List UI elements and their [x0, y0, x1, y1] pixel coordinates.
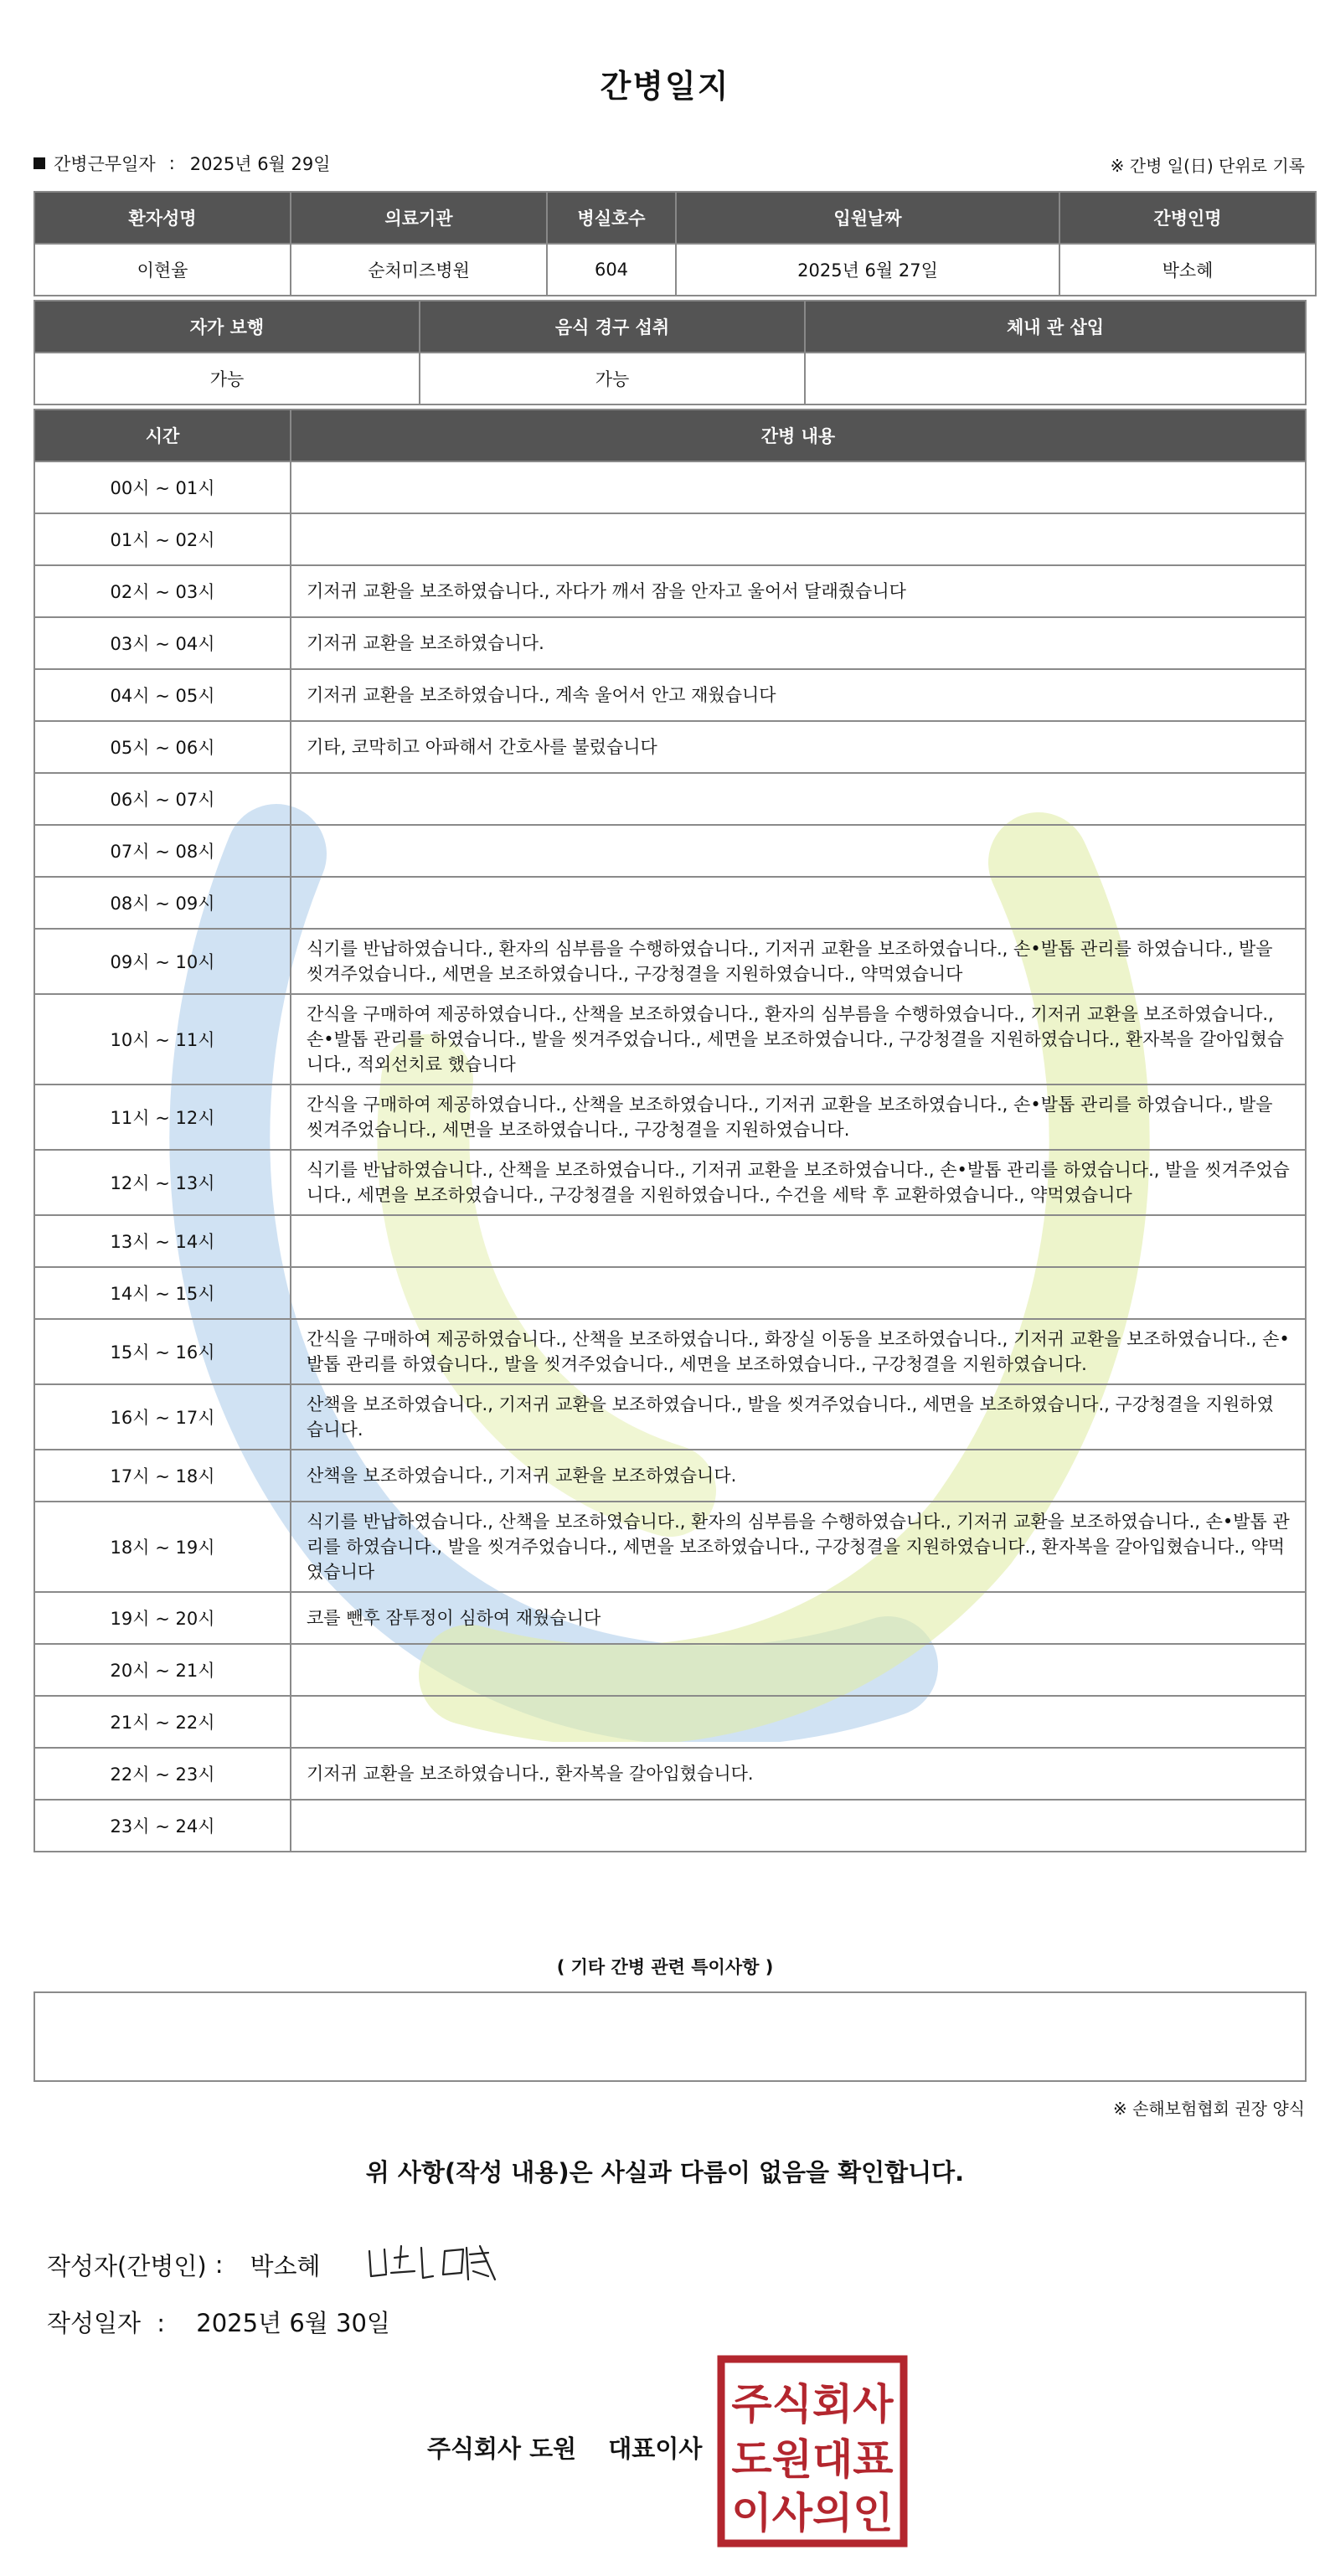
written-date-colon: :	[157, 2309, 166, 2337]
log-row	[34, 513, 1306, 565]
log-time-cell: 23시 ~ 24시	[34, 1800, 291, 1852]
log-time-cell: 07시 ~ 08시	[34, 825, 291, 877]
log-content-cell: 식기를 반납하였습니다., 환자의 심부름을 수행하였습니다., 기저귀 교환을 보조하였습니다., 손•발톱 관리를 하였습니다., 발을 씻겨주었습니다., 세면을 보조하였습니다., 구강청결을 지원하였습니다., 약먹였습니다	[291, 929, 1306, 994]
admission-date: 2025년 6월 27일	[676, 244, 1059, 296]
log-row	[34, 825, 1306, 877]
log-time-cell: 02시 ~ 03시	[34, 565, 291, 617]
header-caregiver-name: 간병인명	[1059, 192, 1316, 244]
log-content-cell: 기저귀 교환을 보조하였습니다., 자다가 깨서 잠을 안자고 울어서 달래줬습니다	[291, 565, 1306, 617]
header-tube-insertion: 체내 관 삽입	[805, 301, 1306, 353]
log-time-cell: 06시 ~ 07시	[34, 773, 291, 825]
log-time-cell: 03시 ~ 04시	[34, 617, 291, 669]
log-row	[34, 1592, 1306, 1644]
log-content-cell: 기저귀 교환을 보조하였습니다., 계속 울어서 안고 재웠습니다	[291, 669, 1306, 721]
patient-status-table	[34, 300, 1307, 405]
log-time-cell: 20시 ~ 21시	[34, 1644, 291, 1696]
log-time-cell: 12시 ~ 13시	[34, 1150, 291, 1215]
log-time-cell: 01시 ~ 02시	[34, 513, 291, 565]
log-content-cell: 산책을 보조하였습니다., 기저귀 교환을 보조하였습니다., 발을 씻겨주었습니다., 세면을 보조하였습니다., 구강청결을 지원하였습니다.	[291, 1384, 1306, 1450]
log-time-cell: 17시 ~ 18시	[34, 1450, 291, 1502]
self-walking-value: 가능	[34, 353, 420, 404]
header-room-number: 병실호수	[547, 192, 676, 244]
written-date-value: 2025년 6월 30일	[196, 2309, 390, 2337]
seal-text-line-1: 주식회사	[731, 2380, 894, 2429]
log-row	[34, 617, 1306, 669]
log-row	[34, 1084, 1306, 1150]
log-content-cell	[291, 1644, 1306, 1696]
work-date-colon: :	[168, 153, 175, 173]
log-content-cell: 식기를 반납하였습니다., 산책을 보조하였습니다., 기저귀 교환을 보조하였습니다., 손•발톱 관리를 하였습니다., 발을 씻겨주었습니다., 세면을 보조하였습니다., 구강청결을 지원하였습니다., 수건을 세탁 후 교환하였습니다., 약먹였습니다	[291, 1150, 1306, 1215]
log-content-cell	[291, 1800, 1306, 1852]
log-content-cell: 기타, 코막히고 아파해서 간호사를 불렀습니다	[291, 721, 1306, 773]
writer-line	[47, 2239, 505, 2290]
oral-intake-value: 가능	[420, 353, 805, 404]
log-row	[34, 1319, 1306, 1384]
log-time-cell: 08시 ~ 09시	[34, 877, 291, 929]
log-row	[34, 1450, 1306, 1502]
header-admission-date: 입원날짜	[676, 192, 1059, 244]
confirmation-statement: 위 사항(작성 내용)은 사실과 다름이 없음을 확인합니다.	[365, 2158, 965, 2187]
log-content-cell	[291, 877, 1306, 929]
company-representative-title: 대표이사	[608, 2434, 703, 2463]
log-row	[34, 994, 1306, 1084]
log-row	[34, 565, 1306, 617]
log-row	[34, 773, 1306, 825]
log-time-cell: 00시 ~ 01시	[34, 461, 291, 513]
log-time-cell: 18시 ~ 19시	[34, 1502, 291, 1592]
patient-info-value-row	[34, 244, 1316, 296]
work-date-label: 간병근무일자	[54, 154, 156, 174]
log-row	[34, 1267, 1306, 1319]
log-row	[34, 929, 1306, 994]
log-content-cell	[291, 1696, 1306, 1748]
log-content-cell: 기저귀 교환을 보조하였습니다., 환자복을 갈아입혔습니다.	[291, 1748, 1306, 1800]
patient-info-table	[34, 191, 1317, 296]
seal-text-line-3: 이사의인	[731, 2489, 894, 2537]
log-time-cell: 19시 ~ 20시	[34, 1592, 291, 1644]
log-time-cell: 14시 ~ 15시	[34, 1267, 291, 1319]
patient-name: 이현율	[34, 244, 291, 296]
log-row	[34, 1150, 1306, 1215]
log-row	[34, 1696, 1306, 1748]
log-time-cell: 11시 ~ 12시	[34, 1084, 291, 1150]
log-row	[34, 1644, 1306, 1696]
log-content-cell: 간식을 구매하여 제공하였습니다., 산책을 보조하였습니다., 화장실 이동을 보조하였습니다., 기저귀 교환을 보조하였습니다., 손•발톱 관리를 하였습니다., 발을 씻겨주었습니다., 세면을 보조하였습니다., 구강청결을 지원하였습니다.	[291, 1319, 1306, 1384]
document-title: 간병일지	[600, 68, 730, 105]
seal-text-line-2: 도원대표	[731, 2435, 894, 2484]
special-notes-box	[34, 1991, 1307, 2082]
log-content-cell: 코를 뺀후 잠투정이 심하여 재웠습니다	[291, 1592, 1306, 1644]
writer-name: 박소혜	[250, 2251, 321, 2280]
header-oral-intake: 음식 경구 섭취	[420, 301, 805, 353]
log-content-cell: 간식을 구매하여 제공하였습니다., 산책을 보조하였습니다., 기저귀 교환을 보조하였습니다., 손•발톱 관리를 하였습니다., 발을 씻겨주었습니다., 세면을 보조하였습니다., 구강청결을 지원하였습니다.	[291, 1084, 1306, 1150]
log-time-cell: 22시 ~ 23시	[34, 1748, 291, 1800]
log-time-cell: 04시 ~ 05시	[34, 669, 291, 721]
square-bullet-icon	[34, 157, 45, 169]
tube-insertion-value	[805, 353, 1306, 404]
log-content-cell	[291, 825, 1306, 877]
writer-colon: :	[214, 2250, 224, 2279]
log-body	[34, 461, 1306, 1852]
log-time-cell: 15시 ~ 16시	[34, 1319, 291, 1384]
written-date-label: 작성일자	[47, 2309, 142, 2337]
log-time-cell: 21시 ~ 22시	[34, 1696, 291, 1748]
header-hospital: 의료기관	[291, 192, 547, 244]
log-row	[34, 721, 1306, 773]
log-content-cell: 간식을 구매하여 제공하였습니다., 산책을 보조하였습니다., 환자의 심부름을 수행하였습니다., 기저귀 교환을 보조하였습니다., 손•발톱 관리를 하였습니다., 발을 씻겨주었습니다., 세면을 보조하였습니다., 구강청결을 지원하였습니다., 환자복을 갈아입혔습니다., 적외선치료 했습니다	[291, 994, 1306, 1084]
log-row	[34, 1502, 1306, 1592]
log-time-cell: 13시 ~ 14시	[34, 1215, 291, 1267]
log-content-cell: 기저귀 교환을 보조하였습니다.	[291, 617, 1306, 669]
company-signature-line	[427, 2430, 702, 2465]
log-row	[34, 461, 1306, 513]
hospital-name: 순처미즈병원	[291, 244, 547, 296]
log-content-cell	[291, 1267, 1306, 1319]
log-time-cell: 05시 ~ 06시	[34, 721, 291, 773]
unit-note: ※ 간병 일(日) 단위로 기록	[1110, 156, 1305, 176]
room-number: 604	[547, 244, 676, 296]
header-time: 시간	[34, 410, 291, 461]
caregiver-name: 박소혜	[1059, 244, 1316, 296]
company-seal-stamp	[717, 2355, 908, 2548]
header-patient-name: 환자성명	[34, 192, 291, 244]
log-time-cell: 10시 ~ 11시	[34, 994, 291, 1084]
hourly-care-log-table	[34, 409, 1307, 1852]
status-value-row	[34, 353, 1306, 404]
log-time-cell: 16시 ~ 17시	[34, 1384, 291, 1450]
work-date-line	[34, 151, 331, 176]
header-self-walking: 자가 보행	[34, 301, 420, 353]
work-date-value: 2025년 6월 29일	[189, 154, 331, 174]
log-content-cell: 산책을 보조하였습니다., 기저귀 교환을 보조하였습니다.	[291, 1450, 1306, 1502]
handwritten-signature	[363, 2239, 505, 2290]
written-date-line	[47, 2305, 390, 2339]
form-source-note: ※ 손해보험협회 권장 양식	[1112, 2099, 1305, 2119]
header-care-content: 간병 내용	[291, 410, 1306, 461]
writer-label: 작성자(간병인)	[47, 2251, 207, 2280]
log-header-row	[34, 410, 1306, 461]
log-row	[34, 669, 1306, 721]
log-content-cell	[291, 461, 1306, 513]
special-notes-label: ( 기타 간병 관련 특이사항 )	[556, 1957, 774, 1977]
log-time-cell: 09시 ~ 10시	[34, 929, 291, 994]
log-content-cell	[291, 513, 1306, 565]
log-row	[34, 1748, 1306, 1800]
log-row	[34, 877, 1306, 929]
log-row	[34, 1384, 1306, 1450]
log-row	[34, 1215, 1306, 1267]
log-content-cell	[291, 1215, 1306, 1267]
patient-info-header-row	[34, 192, 1316, 244]
log-content-cell: 식기를 반납하였습니다., 산책을 보조하였습니다., 환자의 심부름을 수행하였습니다., 기저귀 교환을 보조하였습니다., 손•발톱 관리를 하였습니다., 발을 씻겨주었습니다., 세면을 보조하였습니다., 구강청결을 지원하였습니다., 환자복을 갈아입혔습니다., 약먹였습니다	[291, 1502, 1306, 1592]
log-content-cell	[291, 773, 1306, 825]
log-row	[34, 1800, 1306, 1852]
company-name: 주식회사 도원	[427, 2434, 577, 2463]
status-header-row	[34, 301, 1306, 353]
